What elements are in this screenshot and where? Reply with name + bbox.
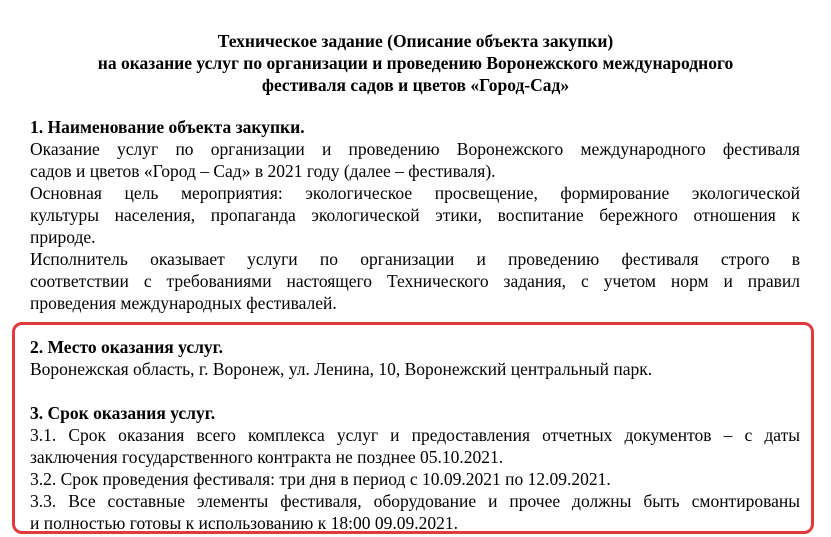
section-1-paragraph-3-line-3: проведения международных фестивалей.: [30, 293, 337, 313]
section-1-paragraph-3-line-1: Исполнитель оказывает услуги по организации и проведению фестиваля строго в: [30, 249, 800, 269]
section-3-item-3-line-1: 3.3. Все составные элементы фестиваля, оборудование и прочее должны быть смонтированы: [30, 491, 800, 511]
section-3-item-2: 3.2. Срок проведения фестиваля: три дня в период с 10.09.2021 по 12.09.2021.: [30, 469, 611, 489]
document-title-line-3: фестиваля садов и цветов «Город-Сад»: [261, 75, 570, 95]
section-1-paragraph-2-line-1: Основная цель мероприятия: экологическое просвещение, формирование экологической: [30, 183, 800, 203]
section-2-heading: 2. Место оказания услуг.: [30, 337, 224, 357]
section-2-text: Воронежская область, г. Воронеж, ул. Ленина, 10, Воронежский центральный парк.: [30, 359, 653, 379]
section-1-paragraph-1-line-1: Оказание услуг по организации и проведению Воронежского международного фестиваля: [30, 139, 800, 159]
document-title-line-2: на оказание услуг по организации и проведению Воронежского международного: [97, 53, 734, 73]
section-3-item-1-line-2: заключения государственного контракта не позднее 05.10.2021.: [30, 447, 504, 467]
section-3-item-1-line-1: 3.1. Срок оказания всего комплекса услуг и предоставления отчетных документов – с даты: [30, 425, 800, 445]
section-3-heading: 3. Срок оказания услуг.: [30, 403, 216, 423]
section-1-paragraph-2-line-3: природе.: [30, 227, 96, 247]
section-3-item-3-line-2: и полностью готовы к использованию к 18:00 09.09.2021.: [30, 513, 458, 533]
section-1-heading: 1. Наименование объекта закупки.: [30, 117, 305, 137]
section-1-paragraph-3-line-2: соответствии с требованиями настоящего Технического задания, с учетом норм и правил: [30, 271, 800, 291]
section-1-paragraph-1-line-2: садов и цветов «Город – Сад» в 2021 году (далее – фестиваля).: [30, 161, 496, 181]
section-1-paragraph-2-line-2: культуры населения, пропаганда экологической этики, воспитание бережного отношения к: [30, 205, 800, 225]
document-title-line-1: Техническое задание (Описание объекта закупки): [217, 31, 614, 51]
